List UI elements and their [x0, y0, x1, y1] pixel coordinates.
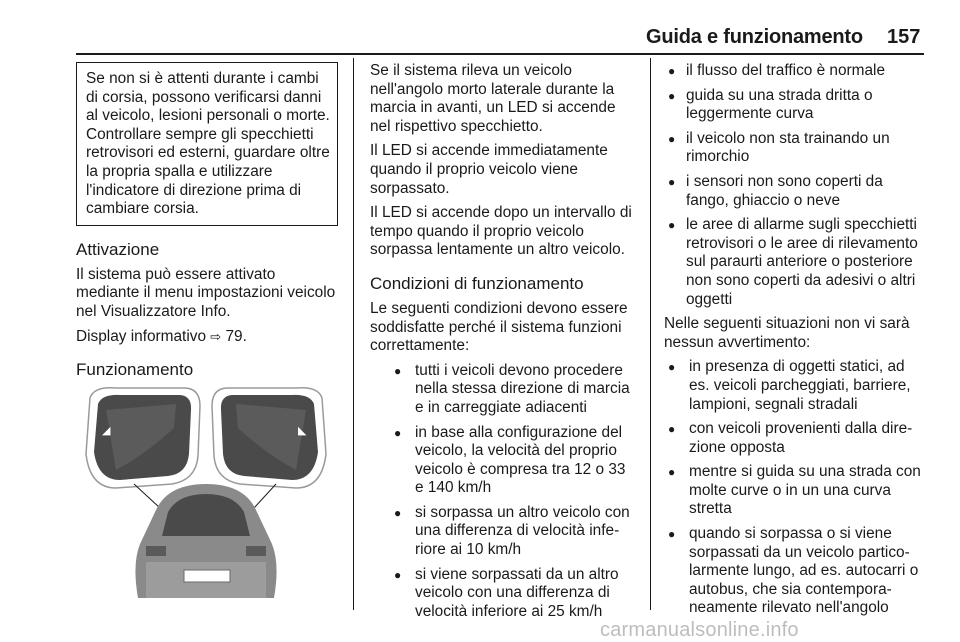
- header-rule: [76, 53, 924, 55]
- warning-box: [76, 62, 338, 226]
- list-item: ● mentre si guida su una strada con molte curve o in un una curva stretta: [644, 463, 928, 519]
- list-item: ● il flusso del traffico è normale: [664, 62, 928, 81]
- blind-spot-mirror-illustration: [76, 384, 336, 600]
- no-warning-list: [644, 358, 928, 618]
- paragraph-conditions-intro: Le seguenti condizioni devono essere soddisfatte perché il sistema funzioni correttamente:: [370, 299, 628, 355]
- list-item: ● in base alla configurazione del veicolo, la velocità del proprio veicolo è compresa tra 12 o 33 e 140 km/h: [370, 424, 636, 498]
- heading-activation: Attivazione: [76, 239, 160, 259]
- svg-text:◣: ◣: [298, 424, 307, 437]
- paragraph-display-ref: [76, 328, 338, 347]
- heading-operation: Funzionamento: [76, 360, 194, 380]
- page-number: 157: [887, 26, 921, 48]
- heading-conditions: Condizioni di funzionamento: [370, 273, 584, 293]
- display-ref-label: Display informativo: [76, 327, 207, 345]
- paragraph-activation: Il sistema può essere attivato mediante il menu impostazioni veicolo nel Visualizzatore Info.: [76, 265, 336, 320]
- column-left: [76, 62, 338, 386]
- column-divider-1: [353, 58, 354, 610]
- svg-text:◢: ◢: [102, 424, 111, 437]
- list-item: ● i sensori non sono coperti da fango, ghiaccio o neve: [664, 173, 928, 210]
- paragraph-led-1: Se il sistema rileva un veicolo nell'angolo morto laterale durante la marcia in avanti, un LED si accende nel rispettivo specchietto.: [370, 62, 616, 135]
- running-header-title: Guida e funzionamento: [646, 26, 863, 48]
- list-item: ● quando si sorpassa o si viene sorpassati da un veicolo particolarmente lungo, ad es. autocarri o autobus, che sia contemporaneamente rilevato nell'angolo: [644, 525, 928, 618]
- list-item: ● guida su una strada dritta o leggermente curva: [664, 87, 928, 124]
- conditions-list-continued: [664, 62, 928, 309]
- left-mirror-icon: [86, 388, 200, 488]
- warning-text: Se non si è attenti durante i cambi di corsia, possono verificarsi danni al veicolo, lesioni personali o morte. Controllare sempre gli specchietti retrovisori ed esterni, guardare oltre la propria spalla e utilizzare l'indicatore di direzione prima di cambiare corsia.: [86, 70, 330, 218]
- list-item: ● le aree di allarme sugli specchietti retrovisori o le aree di rilevamento sul paraurti anteriore o posteriore non sono coperti da adesivi o altri oggetti: [664, 216, 928, 309]
- list-item: ● il veicolo non sta trainando un rimorchio: [664, 130, 928, 167]
- column-middle: [370, 62, 636, 627]
- list-item: ● si sorpassa un altro veicolo con una differenza di velocità inferiore ai 10 km/h: [370, 504, 636, 560]
- column-right: [664, 62, 928, 624]
- paragraph-led-2: Il LED si accende immediatamente quando il proprio veicolo viene sorpassato.: [370, 142, 608, 197]
- conditions-list: [370, 362, 636, 622]
- list-item: ● in presenza di oggetti statici, ad es. veicoli parcheggiati, barriere, lampioni, segnali stradali: [644, 358, 928, 414]
- right-mirror-icon: [212, 388, 326, 488]
- list-item: ● con veicoli provenienti dalla direzione opposta: [644, 420, 928, 457]
- display-ref-page[interactable]: 79.: [225, 327, 247, 345]
- list-item: ● tutti i veicoli devono procedere nella stessa direzione di marcia e in carreggiate adiacenti: [370, 362, 636, 418]
- watermark: carmanualsonline.info: [600, 619, 799, 641]
- list-item: ● si viene sorpassati da un altro veicolo con una differenza di velocità inferiore ai 25 km/h: [370, 566, 636, 622]
- page-ref-arrow-icon: ⇨: [210, 328, 222, 344]
- paragraph-no-warning: Nelle seguenti situazioni non vi sarà nessun avvertimento:: [664, 315, 910, 351]
- paragraph-led-3: Il LED si accende dopo un intervallo di tempo quando il proprio veicolo sorpassa lentamente un altro veicolo.: [370, 204, 632, 259]
